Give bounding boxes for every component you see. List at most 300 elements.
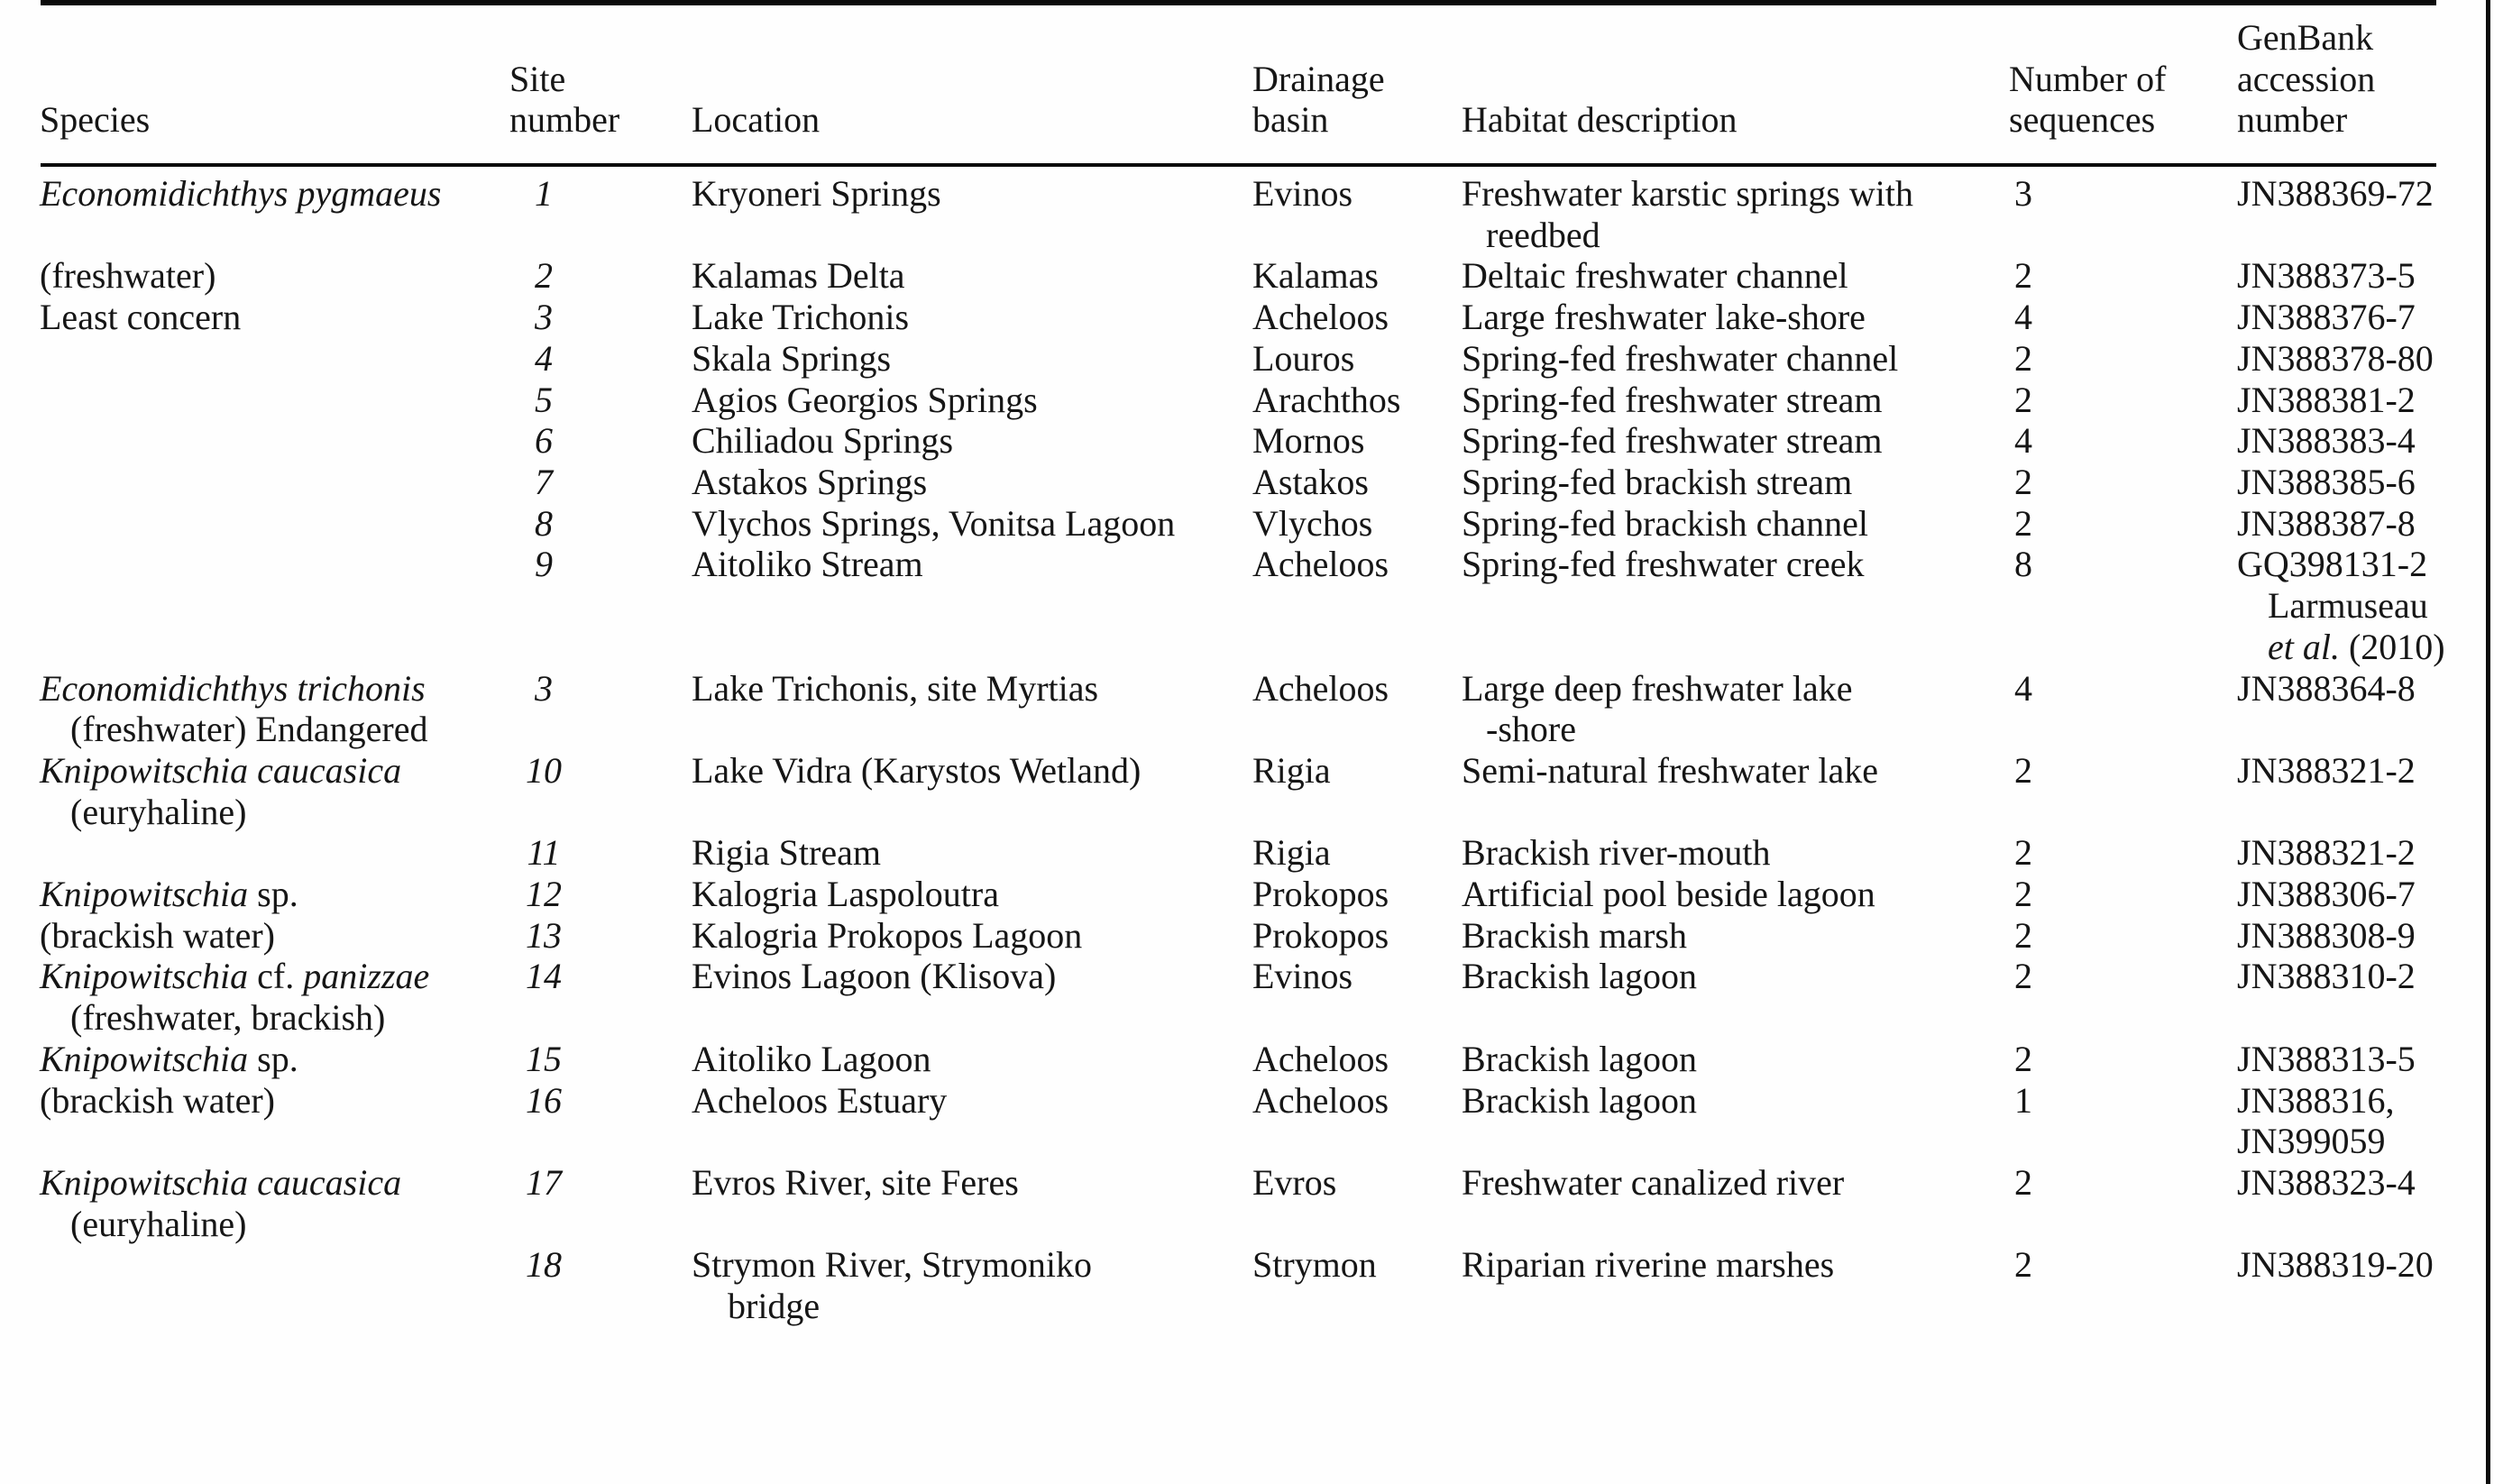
text: 2	[2014, 380, 2032, 420]
cell-habitat-description	[1462, 1039, 1697, 1080]
text: Lake Trichonis	[692, 297, 910, 337]
text: Skala Springs	[692, 338, 892, 379]
cell-num-sequences	[2014, 832, 2032, 874]
cell-habitat-description	[1462, 874, 1875, 915]
text: 2	[2014, 874, 2032, 914]
table-row-line	[0, 215, 2494, 256]
table-row-line	[0, 668, 2494, 710]
cell-habitat-description	[1462, 544, 1864, 585]
text: Agios Georgios Springs	[692, 380, 1038, 420]
text: Acheloos Estuary	[692, 1080, 948, 1121]
italic-text: et al.	[2268, 627, 2340, 667]
text: (freshwater) Endangered	[70, 709, 428, 749]
cell-genbank-accession	[2237, 420, 2416, 462]
text: (brackish water)	[40, 915, 275, 956]
cell-genbank-accession	[2237, 832, 2416, 874]
italic-text: 7	[535, 462, 553, 502]
text: Larmuseau	[2268, 585, 2428, 626]
cell-location	[692, 1039, 931, 1080]
cell-site-number	[491, 750, 596, 792]
text: Evros River, site Feres	[692, 1162, 1019, 1203]
cell-location	[728, 1286, 820, 1327]
italic-text: Knipowitschia	[40, 874, 249, 914]
cell-num-sequences	[2014, 297, 2032, 338]
text: Semi-natural freshwater lake	[1462, 750, 1879, 791]
table-row-line	[0, 874, 2494, 915]
cell-drainage-basin	[1252, 915, 1389, 957]
text: reedbed	[1486, 215, 1600, 255]
cell-species	[40, 297, 241, 338]
text: (freshwater, brackish)	[70, 997, 386, 1038]
table-row-line	[0, 297, 2494, 338]
header-line	[0, 17, 2494, 59]
cell-site-number	[491, 956, 596, 997]
cell-site-number	[491, 173, 596, 215]
cell-location	[692, 297, 909, 338]
cell-drainage-basin	[1252, 1162, 1336, 1204]
text: 2	[2014, 1039, 2032, 1079]
cell-habitat-description	[1462, 173, 1913, 215]
text: (euryhaline)	[70, 1204, 247, 1244]
cell-genbank-accession	[2237, 297, 2416, 338]
text: Acheloos	[1252, 544, 1389, 584]
cell-genbank-accession	[2268, 585, 2428, 627]
text: Riparian riverine marshes	[1462, 1244, 1835, 1285]
cell-genbank-accession	[2237, 503, 2416, 545]
cell-habitat-description	[1462, 915, 1687, 957]
text: Spring-fed freshwater channel	[1462, 338, 1899, 379]
table-row-line	[0, 956, 2494, 997]
cell-num-sequences	[2014, 544, 2032, 585]
table-row-line	[0, 792, 2494, 833]
text: Evinos	[1252, 173, 1353, 214]
text: Arachthos	[1252, 380, 1401, 420]
cell-genbank-accession	[2237, 1039, 2416, 1080]
italic-text: Knipowitschia	[40, 1039, 249, 1079]
cell-drainage-basin	[1252, 544, 1389, 585]
text: Acheloos	[1252, 297, 1389, 337]
cell-species	[70, 709, 427, 750]
cell-num-sequences	[2014, 420, 2032, 462]
cell-num-sequences	[2014, 874, 2032, 915]
text: JN388308-9	[2237, 915, 2416, 956]
cell-num-sequences	[2014, 1039, 2032, 1080]
text: 2	[2014, 1244, 2032, 1285]
text: JN388373-5	[2237, 255, 2416, 296]
text: Mornos	[1252, 420, 1365, 461]
text: Freshwater karstic springs with	[1462, 173, 1914, 214]
cell-drainage-basin	[1252, 173, 1352, 215]
cell-genbank-accession	[2237, 462, 2416, 503]
text: JN388387-8	[2237, 503, 2416, 544]
cell-location	[692, 915, 1082, 957]
text: Kalogria Laspoloutra	[692, 874, 999, 914]
text: JN388364-8	[2237, 668, 2416, 709]
text: JN388385-6	[2237, 462, 2416, 502]
text: sp.	[248, 874, 298, 914]
cell-species	[40, 750, 401, 792]
italic-text: 3	[535, 297, 553, 337]
text: Acheloos	[1252, 1080, 1389, 1121]
text: 2	[2014, 915, 2032, 956]
column-header-drainage-basin: basin	[1252, 99, 1329, 140]
column-header-genbank-accession: GenBank	[2237, 17, 2374, 58]
cell-drainage-basin	[1252, 832, 1331, 874]
text: Kalamas Delta	[692, 255, 905, 296]
cell-site-number	[491, 668, 596, 710]
text: JN388313-5	[2237, 1039, 2416, 1079]
text: Kalogria Prokopos Lagoon	[692, 915, 1083, 956]
cell-habitat-description	[1462, 462, 1852, 503]
cell-drainage-basin	[1252, 297, 1389, 338]
cell-habitat-description	[1486, 215, 1600, 256]
cell-num-sequences	[2014, 956, 2032, 997]
text: Rigia	[1252, 750, 1331, 791]
cell-drainage-basin	[1252, 255, 1379, 297]
column-header-genbank-accession: number	[2237, 99, 2348, 140]
cell-location	[692, 668, 1098, 710]
cell-num-sequences	[2014, 1080, 2032, 1122]
cell-species	[40, 173, 441, 215]
text: JN388310-2	[2237, 956, 2416, 996]
cell-num-sequences	[2014, 173, 2032, 215]
cell-location	[692, 338, 891, 380]
text: Evinos Lagoon (Klisova)	[692, 956, 1057, 996]
cell-habitat-description	[1462, 255, 1848, 297]
cell-location	[692, 380, 1038, 421]
table-row-line	[0, 173, 2494, 215]
text: Vlychos	[1252, 503, 1373, 544]
cell-species	[40, 1162, 401, 1204]
text: (euryhaline)	[70, 792, 247, 832]
cell-genbank-accession	[2237, 173, 2434, 215]
cell-site-number	[491, 380, 596, 421]
italic-text: 11	[527, 832, 561, 873]
italic-text: panizzae	[303, 956, 430, 996]
text: Large freshwater lake-shore	[1462, 297, 1866, 337]
text: Spring-fed freshwater stream	[1462, 420, 1883, 461]
cell-genbank-accession	[2237, 915, 2416, 957]
italic-text: 13	[526, 915, 562, 956]
cell-location	[692, 544, 923, 585]
cell-location	[692, 420, 953, 462]
table-row-line	[0, 585, 2494, 627]
text: Spring-fed freshwater stream	[1462, 380, 1883, 420]
cell-genbank-accession	[2237, 874, 2416, 915]
text: JN388378-80	[2237, 338, 2434, 379]
text: 1	[2014, 1080, 2032, 1121]
table-top-rule	[41, 0, 2436, 5]
cell-drainage-basin	[1252, 462, 1369, 503]
cell-habitat-description	[1462, 503, 1868, 545]
italic-text: 8	[535, 503, 553, 544]
table-row-line	[0, 462, 2494, 503]
text: Vlychos Springs, Vonitsa Lagoon	[692, 503, 1176, 544]
text: Lake Trichonis, site Myrtias	[692, 668, 1099, 709]
table-row-line	[0, 380, 2494, 421]
table-row-line	[0, 1080, 2494, 1122]
cell-num-sequences	[2014, 750, 2032, 792]
cell-drainage-basin	[1252, 1244, 1377, 1286]
text: JN399059	[2237, 1121, 2386, 1161]
cell-site-number	[491, 503, 596, 545]
cell-species	[40, 915, 275, 957]
cell-location	[692, 503, 1175, 545]
column-header-site-number: Site	[509, 59, 566, 99]
cell-genbank-accession	[2237, 1244, 2434, 1286]
cell-drainage-basin	[1252, 1080, 1389, 1122]
cell-species	[70, 792, 246, 833]
cell-species	[40, 668, 426, 710]
table-row-line	[0, 627, 2494, 668]
cell-location	[692, 255, 905, 297]
cell-habitat-description	[1486, 709, 1576, 750]
table-row-line	[0, 1039, 2494, 1080]
text: 2	[2014, 338, 2032, 379]
table-row-line	[0, 1162, 2494, 1204]
cell-site-number	[491, 1039, 596, 1080]
italic-text: Economidichthys trichonis	[40, 668, 426, 709]
cell-drainage-basin	[1252, 380, 1400, 421]
table-row-line	[0, 1286, 2494, 1327]
text: (freshwater)	[40, 255, 216, 296]
cell-location	[692, 874, 999, 915]
text: Brackish marsh	[1462, 915, 1687, 956]
header-line	[0, 59, 2494, 100]
text: Evros	[1252, 1162, 1337, 1203]
cell-genbank-accession	[2237, 1080, 2394, 1122]
table-row-line	[0, 915, 2494, 957]
italic-text: 14	[526, 956, 562, 996]
cell-species	[40, 1080, 275, 1122]
cell-site-number	[491, 832, 596, 874]
cell-site-number	[491, 1080, 596, 1122]
table-row-line	[0, 420, 2494, 462]
text: JN388306-7	[2237, 874, 2416, 914]
column-header-habitat-description: Habitat description	[1462, 99, 1738, 140]
text: Chiliadou Springs	[692, 420, 954, 461]
table-row-line	[0, 1204, 2494, 1245]
cell-habitat-description	[1462, 750, 1878, 792]
text: Lake Vidra (Karystos Wetland)	[692, 750, 1142, 791]
cell-drainage-basin	[1252, 420, 1364, 462]
column-header-num-sequences: sequences	[2009, 99, 2156, 140]
table-row-line	[0, 503, 2494, 545]
cell-species	[70, 997, 385, 1039]
header-line	[0, 99, 2494, 141]
text: JN388376-7	[2237, 297, 2416, 337]
italic-text: 12	[526, 874, 562, 914]
cell-genbank-accession	[2237, 668, 2416, 710]
table-row-line	[0, 709, 2494, 750]
italic-text: 3	[535, 668, 553, 709]
italic-text: Knipowitschia caucasica	[40, 1162, 402, 1203]
text: JN388369-72	[2237, 173, 2434, 214]
cell-site-number	[491, 874, 596, 915]
cell-site-number	[491, 338, 596, 380]
italic-text: Knipowitschia caucasica	[40, 750, 402, 791]
text: (brackish water)	[40, 1080, 275, 1121]
text: Aitoliko Lagoon	[692, 1039, 931, 1079]
text: Aitoliko Stream	[692, 544, 923, 584]
cell-num-sequences	[2014, 1244, 2032, 1286]
table-row-line	[0, 1121, 2494, 1162]
table-row-line	[0, 750, 2494, 792]
text: Astakos Springs	[692, 462, 928, 502]
cell-drainage-basin	[1252, 874, 1389, 915]
cell-location	[692, 956, 1056, 997]
text: Prokopos	[1252, 874, 1389, 914]
text: bridge	[728, 1286, 821, 1326]
cell-num-sequences	[2014, 668, 2032, 710]
column-header-genbank-accession: accession	[2237, 59, 2376, 99]
cell-genbank-accession	[2237, 380, 2416, 421]
cell-habitat-description	[1462, 420, 1882, 462]
cell-location	[692, 1162, 1019, 1204]
cell-location	[692, 1080, 947, 1122]
text: JN388381-2	[2237, 380, 2416, 420]
text: Brackish lagoon	[1462, 956, 1698, 996]
text: Acheloos	[1252, 668, 1389, 709]
italic-text: 2	[535, 255, 553, 296]
cell-habitat-description	[1462, 832, 1770, 874]
text: 4	[2014, 668, 2032, 709]
text: 4	[2014, 297, 2032, 337]
cell-site-number	[491, 420, 596, 462]
cell-location	[692, 750, 1141, 792]
text: Large deep freshwater lake	[1462, 668, 1853, 709]
table-row-line	[0, 832, 2494, 874]
text: JN388321-2	[2237, 832, 2416, 873]
table-row-line	[0, 997, 2494, 1039]
text: 2	[2014, 750, 2032, 791]
italic-text: Knipowitschia	[40, 956, 249, 996]
text: JN388323-4	[2237, 1162, 2416, 1203]
text: cf.	[248, 956, 304, 996]
page-right-border	[2486, 0, 2490, 1484]
text: Deltaic freshwater channel	[1462, 255, 1848, 296]
cell-num-sequences	[2014, 380, 2032, 421]
text: Strymon	[1252, 1244, 1377, 1285]
text: (2010)	[2339, 627, 2445, 667]
cell-habitat-description	[1462, 380, 1882, 421]
text: JN388319-20	[2237, 1244, 2434, 1285]
text: Astakos	[1252, 462, 1369, 502]
cell-genbank-accession	[2237, 750, 2416, 792]
text: Least concern	[40, 297, 242, 337]
column-header-site-number: number	[509, 99, 620, 140]
text: Prokopos	[1252, 915, 1389, 956]
column-header-location: Location	[692, 99, 821, 140]
text: Spring-fed brackish stream	[1462, 462, 1853, 502]
text: -shore	[1486, 709, 1576, 749]
cell-species	[70, 1204, 246, 1245]
cell-habitat-description	[1462, 956, 1697, 997]
text: Artificial pool beside lagoon	[1462, 874, 1875, 914]
cell-habitat-description	[1462, 297, 1866, 338]
table-header-rule	[41, 163, 2436, 167]
column-header-species: Species	[40, 99, 151, 140]
cell-location	[692, 1244, 1092, 1286]
cell-site-number	[491, 544, 596, 585]
cell-genbank-accession	[2237, 1162, 2416, 1204]
text: Brackish lagoon	[1462, 1039, 1698, 1079]
cell-species	[40, 874, 298, 915]
italic-text: 9	[535, 544, 553, 584]
cell-drainage-basin	[1252, 750, 1331, 792]
text: Spring-fed freshwater creek	[1462, 544, 1865, 584]
text: JN388316,	[2237, 1080, 2395, 1121]
text: Kryoneri Springs	[692, 173, 941, 214]
cell-location	[692, 462, 927, 503]
italic-text: 17	[526, 1162, 562, 1203]
text: sp.	[248, 1039, 298, 1079]
text: Louros	[1252, 338, 1355, 379]
cell-num-sequences	[2014, 255, 2032, 297]
cell-genbank-accession	[2237, 255, 2416, 297]
italic-text: 16	[526, 1080, 562, 1121]
cell-habitat-description	[1462, 338, 1898, 380]
cell-num-sequences	[2014, 1162, 2032, 1204]
cell-num-sequences	[2014, 338, 2032, 380]
cell-genbank-accession	[2237, 544, 2427, 585]
text: Strymon River, Strymoniko	[692, 1244, 1092, 1285]
text: 3	[2014, 173, 2032, 214]
cell-site-number	[491, 915, 596, 957]
italic-text: 4	[535, 338, 553, 379]
cell-site-number	[491, 255, 596, 297]
italic-text: 18	[526, 1244, 562, 1285]
text: JN388383-4	[2237, 420, 2416, 461]
cell-species	[40, 956, 429, 997]
table-row-line	[0, 338, 2494, 380]
italic-text: 10	[526, 750, 562, 791]
cell-genbank-accession	[2268, 627, 2445, 668]
cell-site-number	[491, 1162, 596, 1204]
cell-habitat-description	[1462, 1080, 1697, 1122]
italic-text: Economidichthys pygmaeus	[40, 173, 442, 214]
text: Brackish lagoon	[1462, 1080, 1698, 1121]
cell-genbank-accession	[2237, 956, 2416, 997]
italic-text: 6	[535, 420, 553, 461]
cell-species	[40, 255, 215, 297]
text: 2	[2014, 503, 2032, 544]
italic-text: 5	[535, 380, 553, 420]
text: Acheloos	[1252, 1039, 1389, 1079]
cell-site-number	[491, 297, 596, 338]
cell-habitat-description	[1462, 1162, 1844, 1204]
cell-drainage-basin	[1252, 668, 1389, 710]
cell-num-sequences	[2014, 503, 2032, 545]
cell-species	[40, 1039, 298, 1080]
text: JN388321-2	[2237, 750, 2416, 791]
cell-genbank-accession	[2237, 1121, 2385, 1162]
cell-num-sequences	[2014, 462, 2032, 503]
text: Kalamas	[1252, 255, 1379, 296]
text: 2	[2014, 1162, 2032, 1203]
cell-habitat-description	[1462, 668, 1852, 710]
cell-drainage-basin	[1252, 1039, 1389, 1080]
cell-site-number	[491, 462, 596, 503]
cell-site-number	[491, 1244, 596, 1286]
table-row-line	[0, 1244, 2494, 1286]
text: 2	[2014, 462, 2032, 502]
text: 2	[2014, 832, 2032, 873]
text: Brackish river-mouth	[1462, 832, 1771, 873]
text: Freshwater canalized river	[1462, 1162, 1845, 1203]
cell-drainage-basin	[1252, 503, 1372, 545]
text: 2	[2014, 255, 2032, 296]
